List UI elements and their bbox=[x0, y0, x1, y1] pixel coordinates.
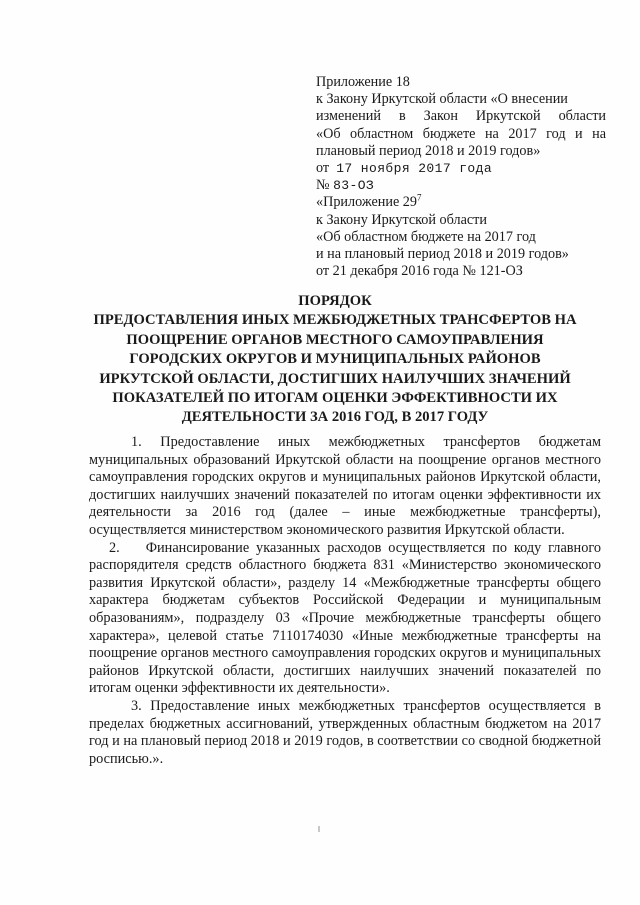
attachment-planning-period: плановый период 2018 и 2019 годов» bbox=[316, 142, 541, 159]
attachment-title: Приложение 18 bbox=[316, 74, 410, 90]
attachment-date-line bbox=[316, 160, 606, 177]
paragraph-3: 3. Предоставление иных межбюджетных трансфертов осуществляется в пределах бюджетных ассигнований, утвержденных областным бюджетом на 2017 год и на плановый период 2018 и 2019 годов, в соответствии со сводной бюджетной росписью.». bbox=[89, 697, 601, 767]
paragraph-2 bbox=[89, 540, 601, 698]
original-attachment-title: «Приложение $29^7$ bbox=[316, 192, 422, 211]
paragraph-2-number: 2. bbox=[109, 539, 120, 556]
title-line: ПООЩРЕНИЕ ОРГАНОВ МЕСТНОГО САМОУПРАВЛЕНИЯ bbox=[126, 331, 544, 348]
document-title bbox=[84, 292, 586, 428]
original-budget-law: «Об областном бюджете на 2017 год bbox=[316, 228, 536, 245]
adoption-date: 17 ноября 2017 года bbox=[336, 161, 493, 177]
title-line: ДЕЯТЕЛЬНОСТИ ЗА 2016 ГОД, В 2017 ГОДУ bbox=[181, 409, 489, 426]
attachment-law-reference: к Закону Иркутской области «О внесении bbox=[316, 91, 568, 108]
date-prefix: от bbox=[316, 160, 330, 177]
original-law-date-number: от 21 декабря 2016 года № 121-ОЗ bbox=[316, 263, 523, 280]
scan-artifact bbox=[318, 826, 320, 832]
paragraph-2-text: Финансирование указанных расходов осуществляется по коду главного распорядителя средств областного бюджета 831 «Министерство экономического развития Иркутской области», разделу 14 «Межбюджетные трансферты общего характера бюджетам субъектов Российской Федерации и муниципальным образованиям», подразделу 03 «Прочие межбюджетные трансферты общего характера», целевой статье 7110174030 «Иные межбюджетные трансферты на поощрение органов местного самоуправления городских округов и муниципальных районов Иркутской области, достигших наилучших значений показателей по итогам оценки эффективности их деятельности». bbox=[89, 539, 601, 697]
title-line: ПОКАЗАТЕЛЕЙ ПО ИТОГАМ ОЦЕНКИ ЭФФЕКТИВНОСТИ ИХ bbox=[112, 390, 558, 407]
title-line: ГОРОДСКИХ ОКРУГОВ И МУНИЦИПАЛЬНЫХ РАЙОНОВ bbox=[129, 351, 541, 368]
title-line: ИРКУТСКОЙ ОБЛАСТИ, ДОСТИГШИХ НАИЛУЧШИХ ЗНАЧЕНИЙ bbox=[99, 370, 571, 387]
number-prefix: № bbox=[316, 177, 330, 194]
attachment-law-reference-cont: изменений в Закон Иркутской области bbox=[316, 108, 606, 125]
original-law-reference: к Закону Иркутской области bbox=[316, 211, 487, 228]
attachment-number-line bbox=[316, 177, 606, 194]
document-body bbox=[89, 434, 601, 768]
attachment-budget-law: «Об областном бюджете на 2017 год и на bbox=[316, 125, 606, 142]
title-heading: ПОРЯДОК bbox=[298, 293, 372, 309]
law-number: 83-ОЗ bbox=[333, 178, 375, 194]
paragraph-1: 1. Предоставление иных межбюджетных трансфертов бюджетам муниципальных образований Иркутской области на поощрение органов местного самоуправления городских округов и муниципальных районов Иркутской области, достигших наилучших значений показателей по итогам оценки эффективности их деятельности за 2016 год (далее – иные межбюджетные трансферты), осуществляется министерством экономического развития Иркутской области. bbox=[89, 434, 601, 538]
original-planning-period: и на плановый период 2018 и 2019 годов» bbox=[316, 246, 569, 263]
attachment-header bbox=[316, 74, 606, 280]
title-line: ПРЕДОСТАВЛЕНИЯ ИНЫХ МЕЖБЮДЖЕТНЫХ ТРАНСФЕРТОВ НА bbox=[93, 312, 577, 329]
attachment-superscript: 7 bbox=[416, 192, 422, 203]
